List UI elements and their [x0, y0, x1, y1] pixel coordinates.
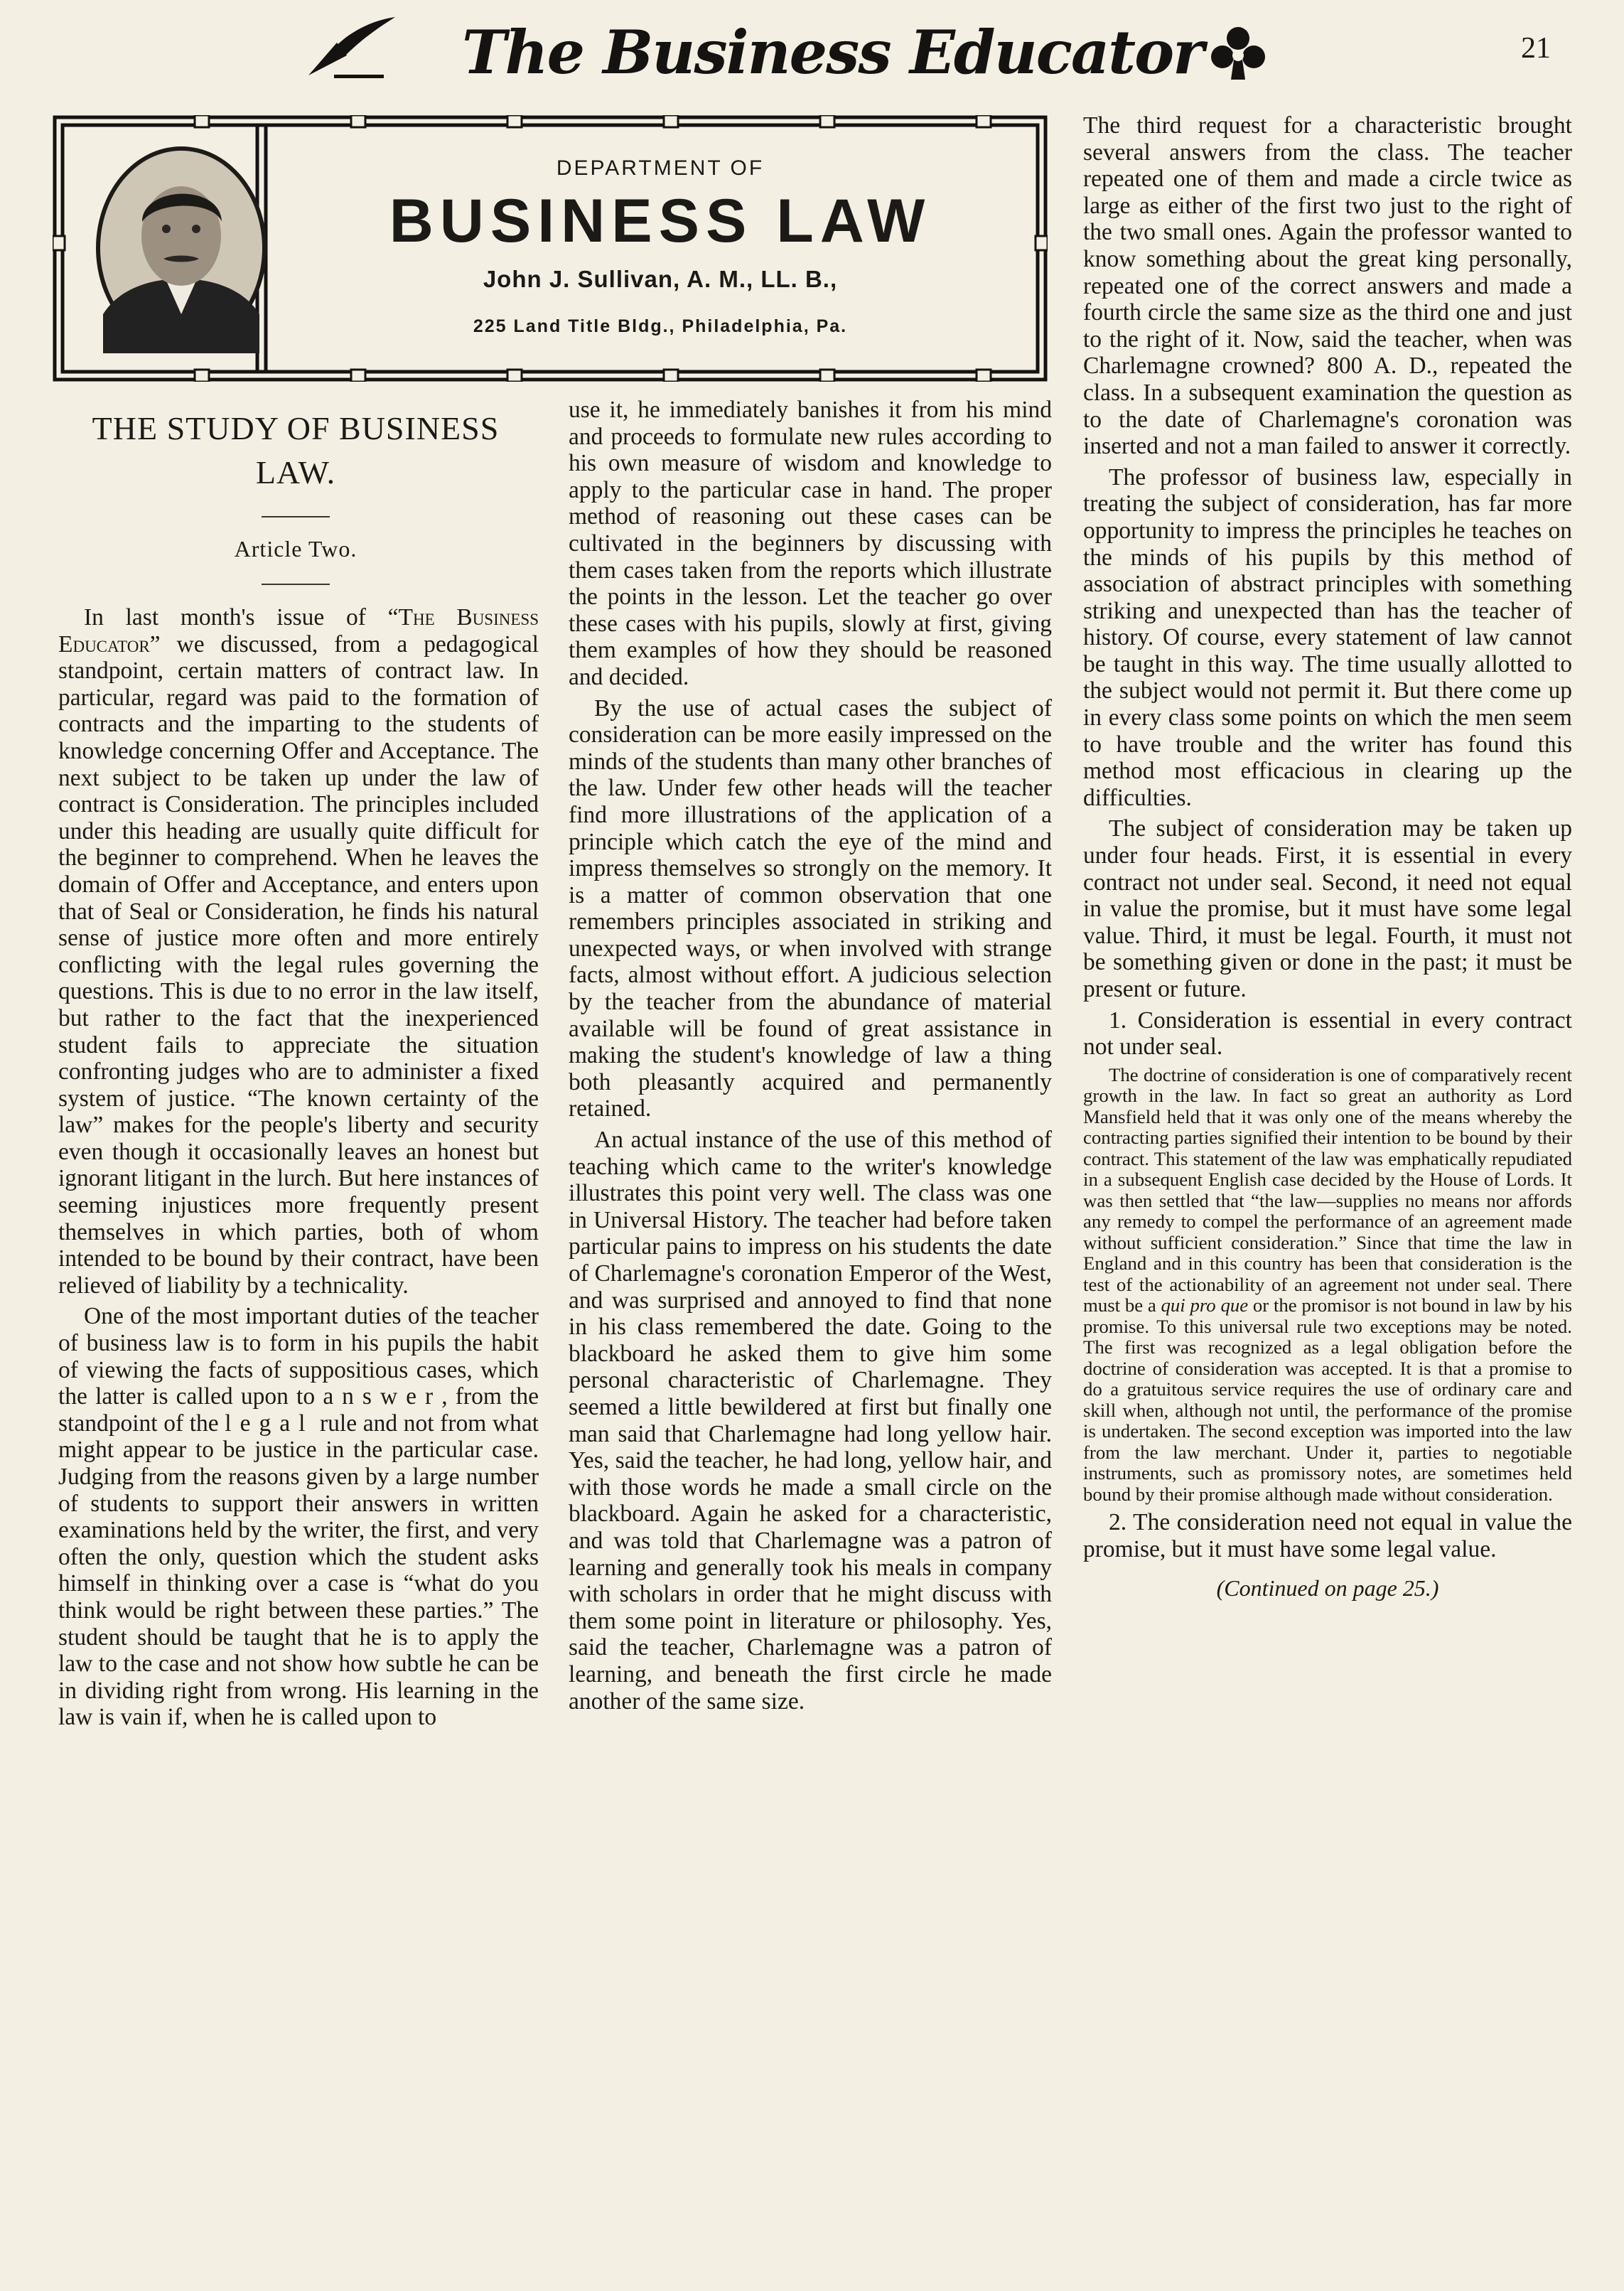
divider [262, 516, 330, 517]
author-address: 225 Land Title Bldg., Philadelphia, Pa. [473, 316, 848, 336]
author-name: John J. Sullivan, A. M., LL. B., [483, 266, 838, 292]
paragraph: One of the most important duties of the teacher of business law is to form in his pupils the habit of viewing the facts of suppositious cases, which the latter is called upon to answer, from the standpoint of the legal rule and not from what might appear to be justice in the particular case. Judging from the reasons given by a large number of students to support their answers in written examinations held by the writer, the first, and very often the only, question which the student asks himself in thinking over a case is “what do you think would be right between these parties.” The student should be taught that he is to apply the law to the case and not show how subtle he can be in dividing right from wrong. His learning in the law is vain if, when he is called upon to [58, 1303, 539, 1731]
paragraph: use it, he immediately banishes it from his mind and proceeds to formulate new rules according to his own measure of wisdom and knowledge to apply to the particular case in hand. The proper method of reasoning out these cases can be cultivated in the beginners by discussing with them cases taken from the reports which illustrate the points in the lesson. Let the teacher go over these cases with his pupils, slowly at first, giving them examples of how they should be reasoned and decided. [569, 397, 1052, 690]
continued-note: (Continued on page 25.) [1216, 1575, 1439, 1601]
page-number: 21 [1521, 32, 1551, 65]
paragraph: The third request for a characteristic brought several answers from the class. The teacher repeated one of them and made a circle twice as large as either of the first two just to the right of the two small ones. Again the professor wanted to know something about the great king personally, repeated one of the correct answers and made a fourth circle the same size as the third one and just to the right of it. Now, said the teacher, when was Charlemagne crowned? 800 A. D., repeated the class. In a subsequent examination the question as to the date of Charlemagne's coronation was inserted and not a man failed to answer it correctly. [1083, 112, 1572, 460]
paragraph: By the use of actual cases the subject of consideration can be more easily impressed on the minds of the students than many other branches of the law. Under few other heads will the teacher find more illustrations of the application of a principle which catch the eye of the mind and impress themselves so strongly on the memory. It is a matter of common observation that one remembers principles associated in striking and unexpected ways, or when involved with strange facts, almost without effort. A judicious selection by the teacher from the abundance of material available will be found of great assistance in making the student's knowledge of law a thing both pleasantly acquired and permanently retained. [569, 694, 1052, 1122]
department-text [273, 115, 1048, 382]
fine-print-note: The doctrine of consideration is one of comparatively recent growth in the law. In fact so great an authority as Lord Mansfield held that it was only one of the means whereby the contracting parties signified their intention to be bound by their contract. This statement of the law was emphatically repudiated in a subsequent English case decided by the House of Lords. It was then settled that “the law—supplies no means nor affords any remedy to compel the performance of an agreement made without sufficient consideration.” Since that time the law in England and in this country has been that consideration is the test of the actionability of an agreement not under seal. There must be a qui pro que or the promisor is not bound in law by his promise. To this universal rule two exceptions may be noted. The first was recognized as a legal obligation before the doctrine of consideration was accepted. It is that a promise to do a gratuitous service requires the use of ordinary care and skill when, although not until, the performance of the promise is undertaken. The second exception was imported into the law from the law merchant. Under it, parties to negotiable instruments, such as promissory notes, are sometimes held bound by their promise although made without consideration. [1083, 1063, 1572, 1505]
quill-icon [306, 14, 398, 78]
paragraph: The subject of consideration may be taken up under four heads. First, it is essential in every contract not under seal. Second, it need not equal in value the promise, but it must have some legal value. Third, it must be legal. Fourth, it must not be something given or done in the past; it must be present or future. [1083, 815, 1572, 1002]
column-1 [58, 604, 539, 1735]
masthead-title: The Business Educator [462, 17, 1203, 87]
article-title: THE STUDY OF BUSINESS LAW. [92, 410, 500, 490]
column-2 [569, 397, 1052, 1719]
ornament-icon [1208, 24, 1268, 81]
paragraph: The professor of business law, especially in treating the subject of consideration, has far more opportunity to impress the principles he teaches on the minds of his pupils by this method of association of abstract principles with something striking and unexpected than has the teacher of history. Of course, every statement of law cannot be taught in this way. The time usually allotted to the subject would not permit it. But there come up in every class some points on which the men seem to have trouble and the writer has found this method most efficacious in clearing up the difficulties. [1083, 463, 1572, 811]
paragraph: 2. The consideration need not equal in value the promise, but it must have some legal value. [1083, 1509, 1572, 1562]
author-portrait [92, 144, 270, 353]
column-3 [1083, 112, 1572, 1602]
masthead [0, 0, 1624, 107]
paragraph: 1. Consideration is essential in every contract not under seal. [1083, 1007, 1572, 1061]
publication-name: The Business Educator [58, 604, 539, 658]
department-label: DEPARTMENT OF [556, 156, 765, 180]
divider [262, 584, 330, 585]
department-title: BUSINESS LAW [389, 187, 932, 255]
department-header [53, 115, 1048, 382]
paragraph: An actual instance of the use of this method of teaching which came to the writer's knowledge illustrates this point very well. The class was one in Universal History. The teacher had before taken particular pains to impress on his students the date of Charlemagne's coronation Emperor of the West, and was surprised and annoyed to find that none in his class remembered the date. Going to the blackboard he asked them to give him some personal characteristic of Charlemagne. They seemed a little bewildered at first but finally one man said that Charlemagne had long yellow hair. Yes, said the teacher, he had long, yellow hair, and with those words he made a small circle on the blackboard. Again he asked for a characteristic, and was told that Charlemagne was a patron of learning and generally took his meals in company with scholars in order that he might discuss with them some point in literature or philosophy. Yes, said the teacher, Charlemagne was a patron of learning, and beneath the first circle he made another of the same size. [569, 1127, 1052, 1715]
paragraph: In last month's issue of “The Business Educator” we discussed, from a pedagogical standpoint, certain matters of contract law. In particular, regard was paid to the formation of contracts and the imparting to the students of knowledge concerning Offer and Acceptance. The next subject to be taken up under the law of contract is Consideration. The principles included under this heading are usually quite difficult for the beginner to comprehend. When he leaves the domain of Offer and Acceptance, and enters upon that of Seal or Consideration, he finds his natural sense of justice more often and more entirely conflicting with the legal rules governing the questions. This is due to no error in the law itself, but rather to the fact that the inexperienced student fails to appreciate the situation confronting judges who are to administer a fixed system of justice. “The known certainty of the law” makes for the people's liberty and security even though it occasionally leaves an honest but ignorant litigant in the lurch. But here instances of seeming injustices more frequently present themselves in which parties, both of whom intended to be bound by their contract, have been relieved of liability by a technicality. [58, 604, 539, 1299]
article-heading [58, 407, 533, 585]
article-subtitle: Article Two. [234, 536, 357, 562]
